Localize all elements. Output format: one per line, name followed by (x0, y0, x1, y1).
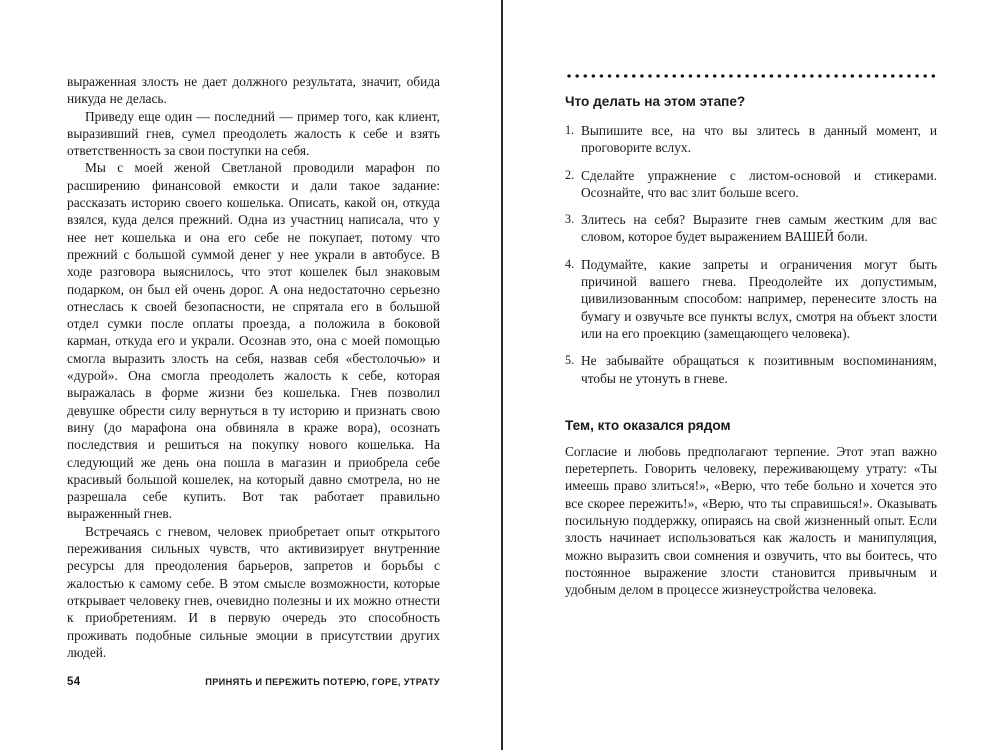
running-title: ПРИНЯТЬ И ПЕРЕЖИТЬ ПОТЕРЮ, ГОРЕ, УТРАТУ (205, 677, 440, 687)
list-item-number: 4. (565, 256, 575, 271)
left-page-footer (67, 676, 440, 692)
paragraph-continuation: выраженная злость не дает должного результата, значит, обида никуда не делась. (67, 74, 440, 107)
list-item-text: Сделайте упражнение с листом-основой и стикерами. Осознайте, что вас злит больше всего. (581, 167, 937, 200)
dotted-divider (565, 73, 937, 79)
paragraph-marathon-story: Мы с моей женой Светланой проводили марафон по расширению финансовой емкости и дали такое задание: рассказать историю своего кошелька. Описать, какой он, откуда взялся, куда делся прежний. Одна из участниц написала, что у нее нет кошелька и она его себе не покупает, потому что прежний с большой суммой денег у нее украли в автобусе. В ходе разговора выяснилось, что этот кошелек был знаковым подарком, он был ей очень дорог. А она недостаточно серьезно отнеслась к своей безопасности, не спрятала его в большой отдел сумки после оплаты проезда, а положила в боковой карман, откуда его и украли. Осознав это, она с моей помощью смогла выразить злость на себя, назвав себя «бестолочью» и «дурой». Она смогла преодолеть жалость к себе, которая выражалась в форме жизни без кошелька. Гнев позволил девушке обрести силу вернуться в ту историю и признать свою вину (до марафона она обвиняла в краже вора), осознать последствия и решиться на покупку нового кошелька. На следующий же день она пошла в магазин и приобрела себе красивый большой кошелек, на который давно смотрела, но не разрешала себе купить. Вот так работает правильно выраженный гнев. (67, 160, 440, 522)
section-heading-those-nearby: Тем, кто оказался рядом (565, 417, 731, 433)
paragraph-anger-experience: Встречаясь с гневом, человек приобретает опыт открытого переживания сильных чувств, что активизирует внутренние ресурсы для преодоления барьеров, запретов и борьбы с жалостью к самому себе. В этом смысле возможности, которые открывает человеку гнев, очевидно полезны и их можно отнести к приобретениям. И в первую очередь это способность проживать подобные сильные эмоции в присутствии других людей. (67, 523, 440, 660)
list-item-number: 1. (565, 123, 575, 137)
list-item (565, 122, 937, 157)
page-number: 54 (67, 676, 81, 688)
left-page (67, 73, 440, 661)
list-item-text: Подумайте, какие запреты и ограничения могут быть причиной вашего гнева. Преодолейте их допустимым, цивилизованным способом: например, перенесите злость на бумагу и озвучьте все пункты вслух, смотря на объект злости или на его проекцию (замещающего человека). (581, 256, 937, 341)
list-item (565, 256, 937, 342)
list-item (565, 352, 937, 387)
steps-list (565, 122, 937, 387)
paragraph-support-advice: Согласие и любовь предполагают терпение. Этот этап важно перетерпеть. Говорить человеку, переживающему утрату: «Ты имеешь право злиться!», «Верю, что тебе больно и хочется это все скорее пережить!», «Верю, что ты справишься!». Оказывать посильную поддержку, опираясь на свой жизненный опыт. Если злость начинает использоваться как жалость и манипуляция, можно выразить свои сомнения и озвучить, что вы боитесь, что постоянное выражение злости становится привычным и удобным делом в процессе жизнеустройства человека. (565, 443, 937, 598)
list-item (565, 167, 937, 202)
list-item-number: 5. (565, 353, 575, 368)
list-item-text: Не забывайте обращаться к позитивным воспоминаниям, чтобы не утонуть в гневе. (581, 353, 937, 386)
list-item-number: 3. (565, 212, 575, 227)
list-item (565, 211, 937, 246)
list-item-text: Выпишите все, на что вы злитесь в данный момент, и проговорите вслух. (581, 123, 937, 156)
list-item-number: 2. (565, 167, 575, 182)
right-page (565, 73, 937, 599)
list-item-text: Злитесь на себя? Выразите гнев самым жестким для вас словом, которое будет выражением ВАШЕЙ боли. (581, 212, 937, 245)
paragraph-example-intro: Приведу еще один — последний — пример того, как клиент, выразивший гнев, сумел преодолеть жалость к себе и взять ответственность за свои поступки на себя. (67, 108, 440, 159)
section-heading-what-to-do: Что делать на этом этапе? (565, 94, 746, 109)
book-spine-divider (501, 0, 503, 750)
